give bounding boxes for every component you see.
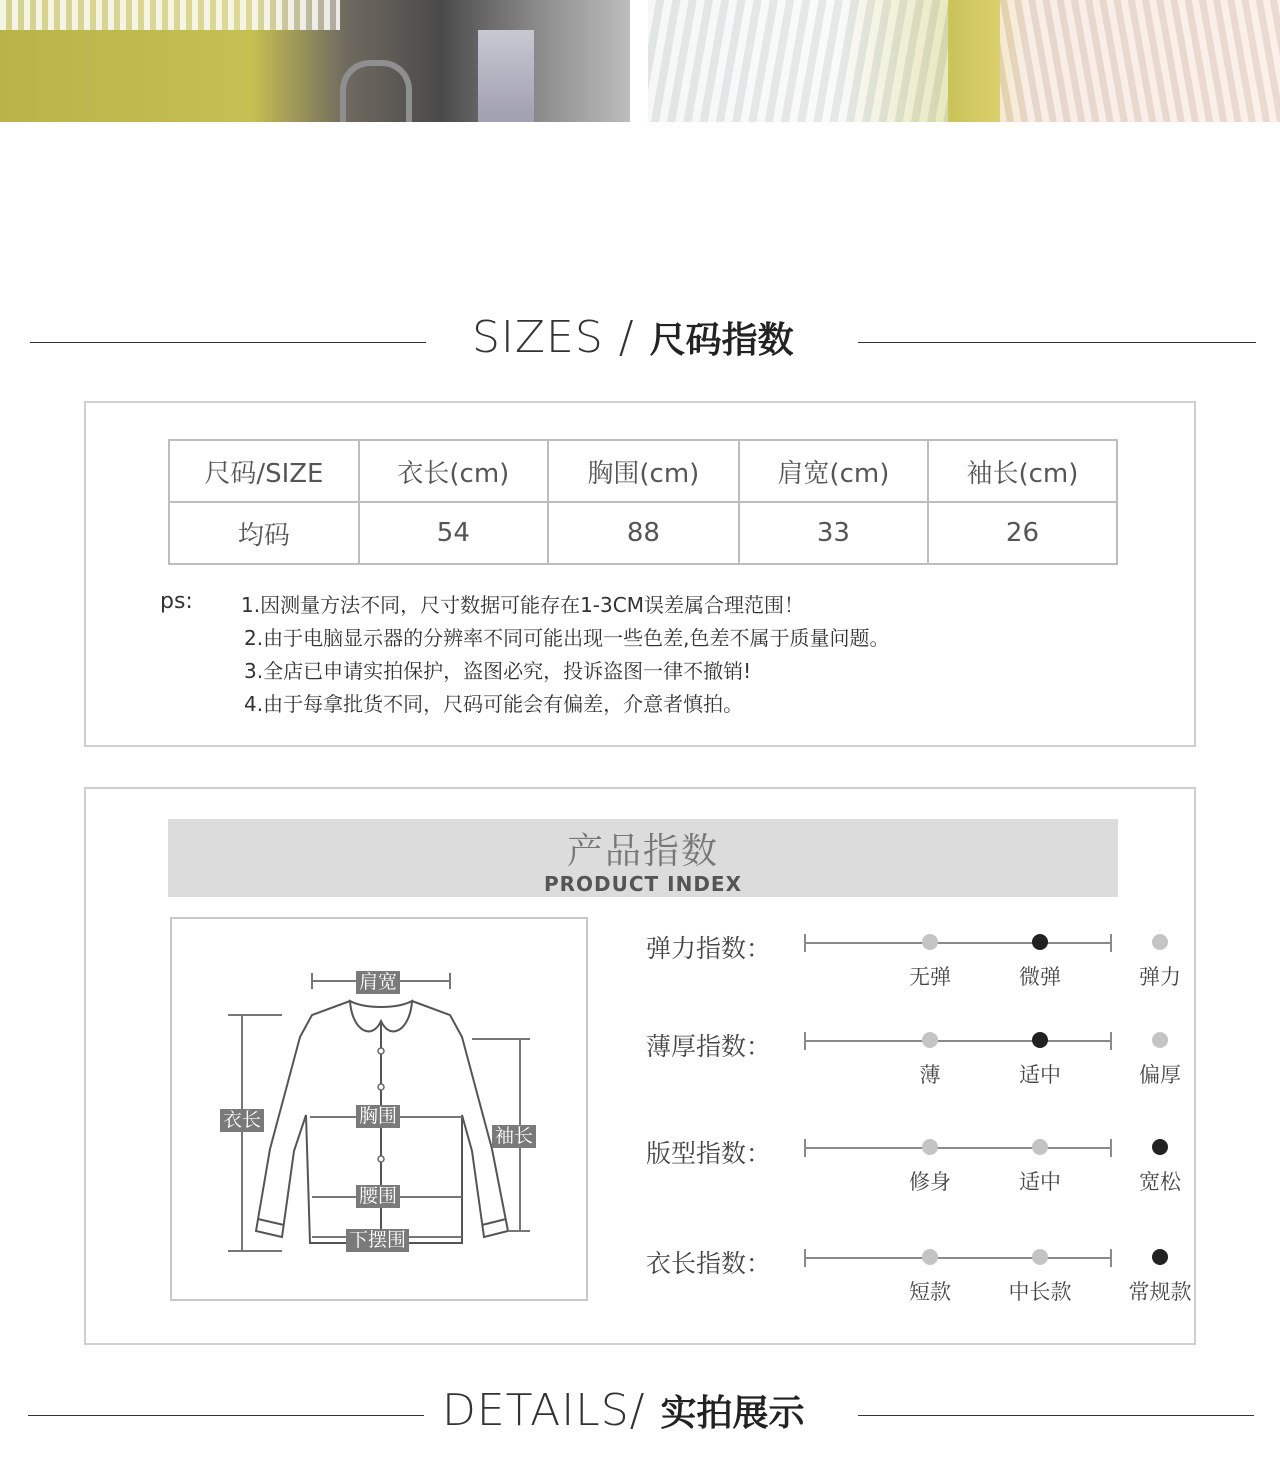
index-row: [646, 929, 1181, 989]
index-dot: [1032, 1249, 1048, 1265]
size-table-header: 袖长(cm): [928, 440, 1117, 502]
index-option-label: 薄: [919, 1063, 941, 1087]
diagram-label-chest: 胸围: [356, 1105, 400, 1128]
index-track-tick: [1110, 1032, 1112, 1050]
index-row-name: 版型指数：: [646, 1139, 772, 1168]
index-option-label: 弹力: [1139, 965, 1181, 989]
index-option-label: 宽松: [1139, 1170, 1181, 1194]
index-dot-selected: [1152, 1139, 1168, 1155]
size-table-cell: 33: [739, 502, 928, 564]
index-dot: [922, 1249, 938, 1265]
size-table-cell: 54: [359, 502, 548, 564]
index-track: [804, 942, 1112, 944]
index-row-name: 薄厚指数：: [646, 1032, 772, 1061]
sizes-title-en: SIZES: [472, 312, 604, 363]
index-row: [646, 1027, 1181, 1087]
index-track: [804, 1147, 1112, 1149]
product-index-banner: [168, 819, 1118, 897]
sizes-title: [472, 312, 794, 363]
diagram-label-shoulder: 肩宽: [356, 971, 400, 994]
index-option-label: 短款: [909, 1280, 951, 1304]
index-dot-selected: [1032, 1032, 1048, 1048]
index-option-label: 常规款: [1128, 1280, 1192, 1304]
index-option-label: 适中: [1019, 1170, 1061, 1194]
index-track-tick: [1110, 934, 1112, 952]
diagram-label-sleeve: 袖长: [492, 1125, 536, 1148]
note-item: 4.由于每拿批货不同，尺码可能会有偏差，介意者慎拍。: [244, 692, 744, 716]
heading-rule-left: [28, 1415, 424, 1416]
note-item: 2.由于电脑显示器的分辨率不同可能出现一些色差,色差不属于质量问题。: [244, 626, 890, 650]
heading-rule-left: [30, 342, 426, 343]
index-dot: [922, 1032, 938, 1048]
sizes-title-sep: /: [603, 312, 650, 363]
size-table-header: 衣长(cm): [359, 440, 548, 502]
index-dot: [1152, 934, 1168, 950]
note-item: 1.因测量方法不同，尺寸数据可能存在1-3CM误差属合理范围！: [241, 593, 804, 617]
index-row: [646, 1244, 1192, 1304]
index-option-label: 无弹: [909, 965, 951, 989]
size-table-header-row: [169, 440, 1117, 502]
index-track-tick: [804, 934, 806, 952]
index-row: [646, 1134, 1181, 1194]
size-table-cell: 26: [928, 502, 1117, 564]
product-index-title-cn: 产品指数: [566, 831, 719, 872]
diagram-label-waist: 腰围: [356, 1185, 400, 1208]
photo-blurred-tag: [478, 30, 534, 122]
product-photo-left: [0, 0, 630, 122]
heading-rule-right: [858, 342, 1256, 343]
index-row-name: 弹力指数：: [646, 934, 772, 963]
size-table-cell: 88: [548, 502, 739, 564]
size-table: [168, 439, 1118, 565]
product-photo-right: [648, 0, 1280, 122]
index-dot-selected: [1032, 934, 1048, 950]
details-title-sep: /: [629, 1385, 661, 1436]
details-heading: [0, 1385, 1280, 1445]
index-option-label: 偏厚: [1139, 1063, 1181, 1087]
notes-label: ps:: [160, 589, 193, 614]
index-dot: [922, 1139, 938, 1155]
details-title-en: DETAILS: [442, 1385, 630, 1436]
index-option-label: 微弹: [1019, 965, 1061, 989]
sizes-heading: [0, 312, 1280, 372]
index-track-tick: [1110, 1249, 1112, 1267]
index-track: [804, 1040, 1112, 1042]
index-option-label: 适中: [1019, 1063, 1061, 1087]
index-dot-selected: [1152, 1249, 1168, 1265]
index-track-tick: [804, 1139, 806, 1157]
photo-ruffle-right: [1000, 0, 1280, 122]
sizes-title-cn: 尺码指数: [649, 320, 794, 361]
details-title-cn: 实拍展示: [660, 1393, 805, 1434]
index-track: [804, 1257, 1112, 1259]
photo-fringe: [0, 0, 340, 30]
index-track-tick: [1110, 1139, 1112, 1157]
details-title: [442, 1385, 805, 1436]
index-track-tick: [804, 1249, 806, 1267]
size-table-cell: 均码: [169, 502, 359, 564]
photo-ruffle-left: [648, 0, 948, 122]
size-table-header: 胸围(cm): [548, 440, 739, 502]
product-index-title-en: PRODUCT INDEX: [543, 872, 743, 896]
note-item: 3.全店已申请实拍保护，盗图必究，投诉盗图一律不撤销!: [244, 659, 752, 683]
index-option-label: 中长款: [1008, 1280, 1072, 1304]
index-row-name: 衣长指数：: [646, 1249, 772, 1278]
diagram-label-length: 衣长: [220, 1109, 264, 1132]
heading-rule-right: [858, 1415, 1254, 1416]
index-dot: [1152, 1032, 1168, 1048]
index-dot: [1032, 1139, 1048, 1155]
garment-diagram: [170, 917, 588, 1301]
diagram-label-hem: 下摆围: [346, 1229, 409, 1252]
index-track-tick: [804, 1032, 806, 1050]
index-option-label: 修身: [909, 1170, 951, 1194]
index-dot: [922, 934, 938, 950]
size-table-header: 尺码/SIZE: [169, 440, 359, 502]
size-table-header: 肩宽(cm): [739, 440, 928, 502]
notes-list: [241, 589, 889, 721]
photo-rail: [340, 60, 412, 122]
size-chart-box: [84, 401, 1196, 747]
product-index-box: [84, 787, 1196, 1345]
size-table-row: [169, 502, 1117, 564]
